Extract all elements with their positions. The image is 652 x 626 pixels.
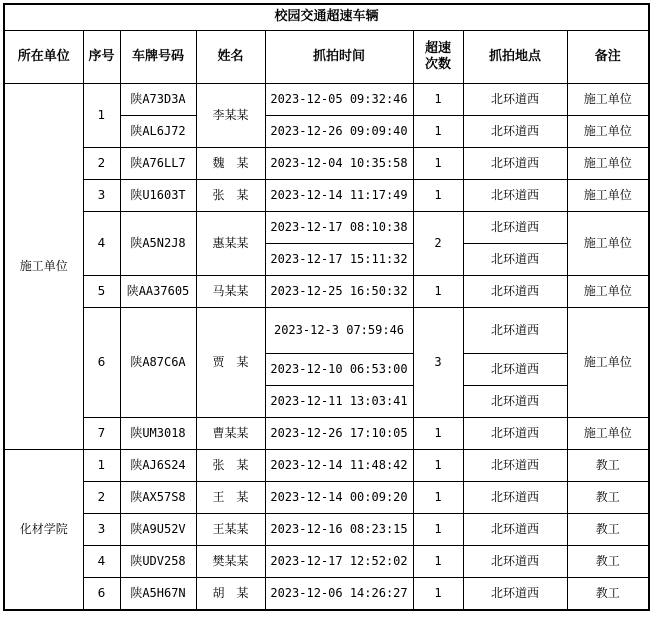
cell-time: 2023-12-06 14:26:27 [265,578,413,611]
cell-remark: 教工 [567,578,649,611]
cell-time: 2023-12-04 10:35:58 [265,148,413,180]
table-row [4,180,649,212]
cell-name: 马某某 [196,276,265,308]
table-title: 校园交通超速车辆 [4,4,649,31]
cell-no: 3 [83,180,120,212]
cell-location: 北环道西 [463,180,567,212]
cell-count: 1 [413,578,463,611]
cell-no: 4 [83,546,120,578]
cell-location: 北环道西 [463,450,567,482]
cell-name: 张 某 [196,450,265,482]
table-row [4,276,649,308]
cell-no: 2 [83,148,120,180]
cell-no: 1 [83,84,120,148]
cell-plate: 陕AL6J72 [120,116,196,148]
cell-time: 2023-12-14 00:09:20 [265,482,413,514]
cell-remark: 施工单位 [567,212,649,276]
cell-time: 2023-12-26 09:09:40 [265,116,413,148]
cell-time: 2023-12-3 07:59:46 [265,308,413,354]
cell-count: 1 [413,148,463,180]
cell-remark: 教工 [567,482,649,514]
cell-remark: 施工单位 [567,116,649,148]
cell-count: 1 [413,116,463,148]
cell-remark: 教工 [567,450,649,482]
cell-plate: 陕AX57S8 [120,482,196,514]
cell-location: 北环道西 [463,84,567,116]
cell-location: 北环道西 [463,244,567,276]
cell-plate: 陕AA37605 [120,276,196,308]
table-row [4,418,649,450]
cell-name: 魏 某 [196,148,265,180]
cell-time: 2023-12-14 11:17:49 [265,180,413,212]
cell-time: 2023-12-17 12:52:02 [265,546,413,578]
table-row [4,578,649,611]
header-name: 姓名 [196,31,265,84]
cell-plate: 陕U1603T [120,180,196,212]
cell-location: 北环道西 [463,116,567,148]
cell-remark: 施工单位 [567,84,649,116]
cell-plate: 陕A5H67N [120,578,196,611]
cell-name: 贾 某 [196,308,265,418]
cell-location: 北环道西 [463,578,567,611]
cell-plate: 陕A5N2J8 [120,212,196,276]
cell-no: 3 [83,514,120,546]
table-title-row [4,4,649,31]
cell-unit-college: 化材学院 [4,450,83,611]
cell-name: 张 某 [196,180,265,212]
cell-no: 2 [83,482,120,514]
cell-plate: 陕AJ6S24 [120,450,196,482]
cell-plate: 陕A87C6A [120,308,196,418]
cell-location: 北环道西 [463,212,567,244]
cell-location: 北环道西 [463,514,567,546]
cell-remark: 施工单位 [567,308,649,418]
cell-time: 2023-12-26 17:10:05 [265,418,413,450]
cell-plate: 陕UDV258 [120,546,196,578]
cell-remark: 施工单位 [567,180,649,212]
cell-count: 1 [413,276,463,308]
header-remark: 备注 [567,31,649,84]
table-row [4,84,649,116]
table-row [4,212,649,244]
cell-time: 2023-12-17 08:10:38 [265,212,413,244]
header-no: 序号 [83,31,120,84]
header-location: 抓拍地点 [463,31,567,84]
cell-remark: 施工单位 [567,418,649,450]
cell-location: 北环道西 [463,308,567,354]
cell-count: 3 [413,308,463,418]
cell-no: 5 [83,276,120,308]
cell-time: 2023-12-17 15:11:32 [265,244,413,276]
cell-location: 北环道西 [463,354,567,386]
cell-count: 1 [413,450,463,482]
table-header-row [4,31,649,84]
cell-no: 4 [83,212,120,276]
cell-count: 1 [413,418,463,450]
cell-remark: 教工 [567,514,649,546]
table-row [4,308,649,354]
header-count [413,31,463,84]
cell-count: 1 [413,180,463,212]
cell-location: 北环道西 [463,546,567,578]
header-plate: 车牌号码 [120,31,196,84]
cell-unit-construction: 施工单位 [4,84,83,450]
cell-no: 1 [83,450,120,482]
header-unit: 所在单位 [4,31,83,84]
cell-plate: 陕A9U52V [120,514,196,546]
cell-location: 北环道西 [463,418,567,450]
cell-name: 王某某 [196,514,265,546]
cell-name: 胡 某 [196,578,265,611]
table-row [4,450,649,482]
header-time: 抓拍时间 [265,31,413,84]
cell-name: 李某某 [196,84,265,148]
cell-time: 2023-12-14 11:48:42 [265,450,413,482]
cell-no: 6 [83,308,120,418]
cell-time: 2023-12-10 06:53:00 [265,354,413,386]
cell-count: 1 [413,514,463,546]
cell-count: 1 [413,482,463,514]
table-row [4,546,649,578]
cell-remark: 教工 [567,546,649,578]
cell-plate: 陕A76LL7 [120,148,196,180]
cell-time: 2023-12-05 09:32:46 [265,84,413,116]
cell-time: 2023-12-16 08:23:15 [265,514,413,546]
cell-remark: 施工单位 [567,276,649,308]
cell-location: 北环道西 [463,482,567,514]
cell-remark: 施工单位 [567,148,649,180]
cell-time: 2023-12-11 13:03:41 [265,386,413,418]
cell-name: 曹某某 [196,418,265,450]
cell-location: 北环道西 [463,276,567,308]
cell-count: 2 [413,212,463,276]
cell-time: 2023-12-25 16:50:32 [265,276,413,308]
cell-plate: 陕UM3018 [120,418,196,450]
table-row [4,148,649,180]
cell-count: 1 [413,84,463,116]
header-count-line1: 超速 [424,40,451,56]
header-count-line2: 次数 [424,57,451,72]
cell-no: 6 [83,578,120,611]
cell-plate: 陕A73D3A [120,84,196,116]
cell-no: 7 [83,418,120,450]
cell-name: 樊某某 [196,546,265,578]
cell-count: 1 [413,546,463,578]
table-row [4,514,649,546]
cell-location: 北环道西 [463,148,567,180]
table-row [4,482,649,514]
cell-location: 北环道西 [463,386,567,418]
cell-name: 王 某 [196,482,265,514]
cell-name: 惠某某 [196,212,265,276]
speeding-vehicles-table [3,3,650,611]
